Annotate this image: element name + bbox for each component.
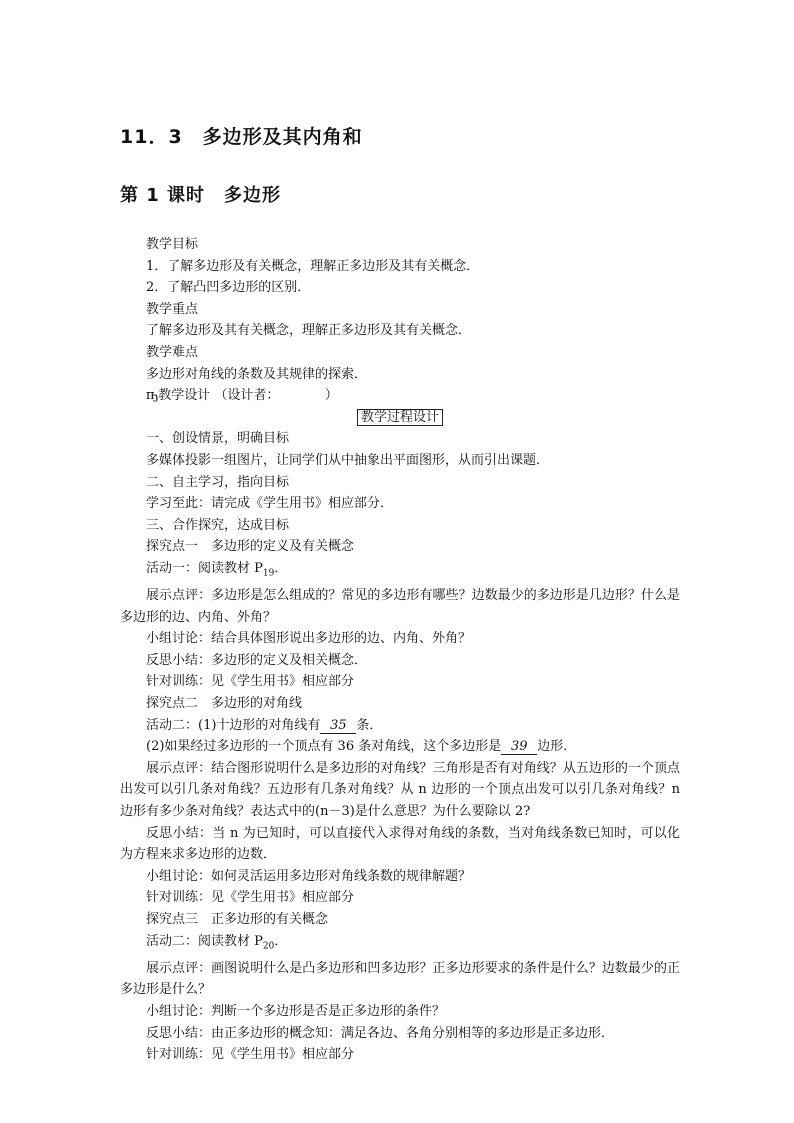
key-points-text: 了解多边形及其有关概念，理解正多边形及其有关概念． (146, 323, 472, 339)
activity-3-end: ． (274, 933, 288, 949)
training-2: 针对训练：见《学生用书》相应部分 (146, 890, 355, 906)
activity-2-q2 (120, 736, 680, 758)
step-3-heading: 三、合作探究，达成目标 (146, 517, 290, 533)
reflection-3: 反思小结：由正多边形的概念知：满足各边、各角分别相等的多边形是正多边形． (146, 1025, 615, 1041)
activity-2-q2-end: 边形． (537, 739, 577, 755)
training-1: 针对训练：见《学生用书》相应部分 (146, 674, 355, 690)
explore-point-2: 探究点二 多边形的对角线 (146, 696, 303, 712)
display-comment-1: 展示点评：多边形是怎么组成的？常见的多边形有哪些？边数最少的多边形是几边形？什么是多边形的边、内角、外角？ (120, 588, 680, 625)
group-discussion-2: 小组讨论：如何灵活运用多边形对角线条数的规律解题？ (146, 868, 472, 884)
activity-2-q1-text: 活动二：(1)十边形的对角线有 (146, 717, 321, 733)
display-comment-2: 展示点评：结合图形说明什么是多边形的对角线？三角形是否有对角线？从五边形的一个顶点出发可以引几条对角线？五边形有几条对角线？从 n 边形的一个顶点出发可以引几条对角线？n 边形有多少条对角线？表达式中的(n－3)是什么意思？为什么要除以 2? (120, 760, 680, 820)
difficulties-text: 多边形对角线的条数及其规律的探索． (146, 366, 368, 382)
display-comment-3: 展示点评：画图说明什么是凸多边形和凹多边形？正多边形要求的条件是什么？边数最少的正多边形是什么？ (120, 960, 680, 998)
step-2-text: 学习至此：请完成《学生用书》相应部分． (146, 496, 394, 512)
objective-2: 2．了解凸凹多边形的区别． (146, 280, 311, 296)
activity-2-q1-end: 条． (356, 717, 383, 733)
heading-difficulties: 教学难点 (146, 344, 199, 360)
process-heading-row (120, 407, 680, 429)
heading-objectives: 教学目标 (146, 237, 199, 252)
heading-key-points: 教学重点 (146, 301, 199, 317)
activity-2-q2-text: (2)如果经过多边形的一个顶点有 36 条对角线，这个多边形是 (146, 739, 502, 755)
group-discussion-1: 小组讨论：结合具体图形说出多边形的边、内角、外角？ (146, 631, 472, 647)
training-3: 针对训练：见《学生用书》相应部分 (146, 1047, 355, 1063)
reflection-1: 反思小结：多边形的定义及相关概念． (146, 652, 368, 668)
explore-point-3: 探究点三 正多边形的有关概念 (146, 912, 329, 927)
teaching-design-line: ҧ教学设计 （设计者： ） (146, 388, 338, 404)
activity-3 (120, 931, 680, 958)
step-1-heading: 一、创设情景，明确目标 (146, 431, 290, 447)
activity-3-page: 20 (262, 941, 275, 952)
process-heading-box: 教学过程设计 (357, 409, 443, 426)
activity-1 (120, 558, 680, 585)
activity-1-page: 19 (262, 568, 275, 579)
activity-2-q1 (120, 715, 680, 737)
activity-1-end: ． (274, 560, 288, 576)
answer-39: 39 (501, 739, 537, 755)
activity-3-text: 活动二：阅读教材 P (146, 933, 263, 949)
group-discussion-3: 小组讨论：判断一个多边形是否是正多边形的条件？ (146, 1003, 446, 1019)
section-title: 11．3 多边形及其内角和 (120, 126, 363, 148)
explore-point-1: 探究点一 多边形的定义及有关概念 (146, 539, 355, 555)
step-2-heading: 二、自主学习，指向目标 (146, 474, 290, 490)
reflection-2: 反思小结：当 n 为已知时，可以直接代入求得对角线的条数，当对角线条数已知时，可以化为方程来求多边形的边数． (120, 825, 680, 863)
answer-35: 35 (320, 718, 356, 734)
lesson-subtitle: 第 1 课时 多边形 (120, 185, 282, 206)
objective-1: 1．了解多边形及有关概念，理解正多边形及其有关概念． (146, 258, 480, 274)
document-body (120, 234, 680, 1066)
step-1-text: 多媒体投影一组图片，让同学们从中抽象出平面图形，从而引出课题． (146, 452, 550, 468)
activity-1-text: 活动一：阅读教材 P (146, 560, 263, 576)
